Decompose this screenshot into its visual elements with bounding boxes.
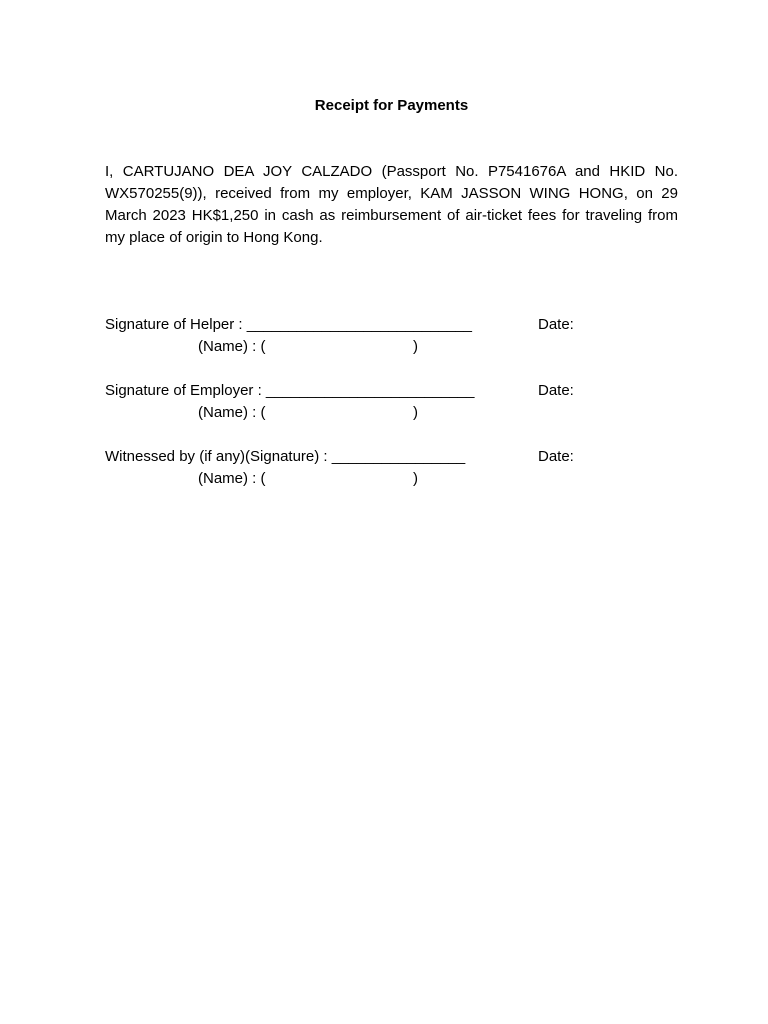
receipt-paragraph: I, CARTUJANO DEA JOY CALZADO (Passport No. P7541676A and HKID No. WX570255(9)), received from my employer, KAM JASSON WING HONG, on 29 March 2023 HK$1,250 in cash as reimbursement of air-ticket fees for traveling from my place of origin to Hong Kong. xyxy=(105,163,678,246)
witness-signature-line: Witnessed by (if any)(Signature) : ________________ xyxy=(105,448,466,465)
document-title: Receipt for Payments xyxy=(314,97,469,114)
employer-name-label: (Name) : ( xyxy=(198,404,266,421)
helper-signature-block xyxy=(0,314,768,358)
helper-signature-line: Signature of Helper : ___________________________ xyxy=(105,316,472,333)
employer-signature-block xyxy=(0,380,768,424)
employer-name-close: ) xyxy=(413,404,418,421)
helper-name-label: (Name) : ( xyxy=(198,338,266,355)
witness-name-close: ) xyxy=(413,470,418,487)
employer-signature-line: Signature of Employer : _________________________ xyxy=(105,382,475,399)
helper-name-close: ) xyxy=(413,338,418,355)
employer-date-label: Date: xyxy=(538,382,574,399)
witness-date-label: Date: xyxy=(538,448,574,465)
witness-name-label: (Name) : ( xyxy=(198,470,266,487)
helper-date-label: Date: xyxy=(538,316,574,333)
witness-signature-block xyxy=(0,446,768,490)
